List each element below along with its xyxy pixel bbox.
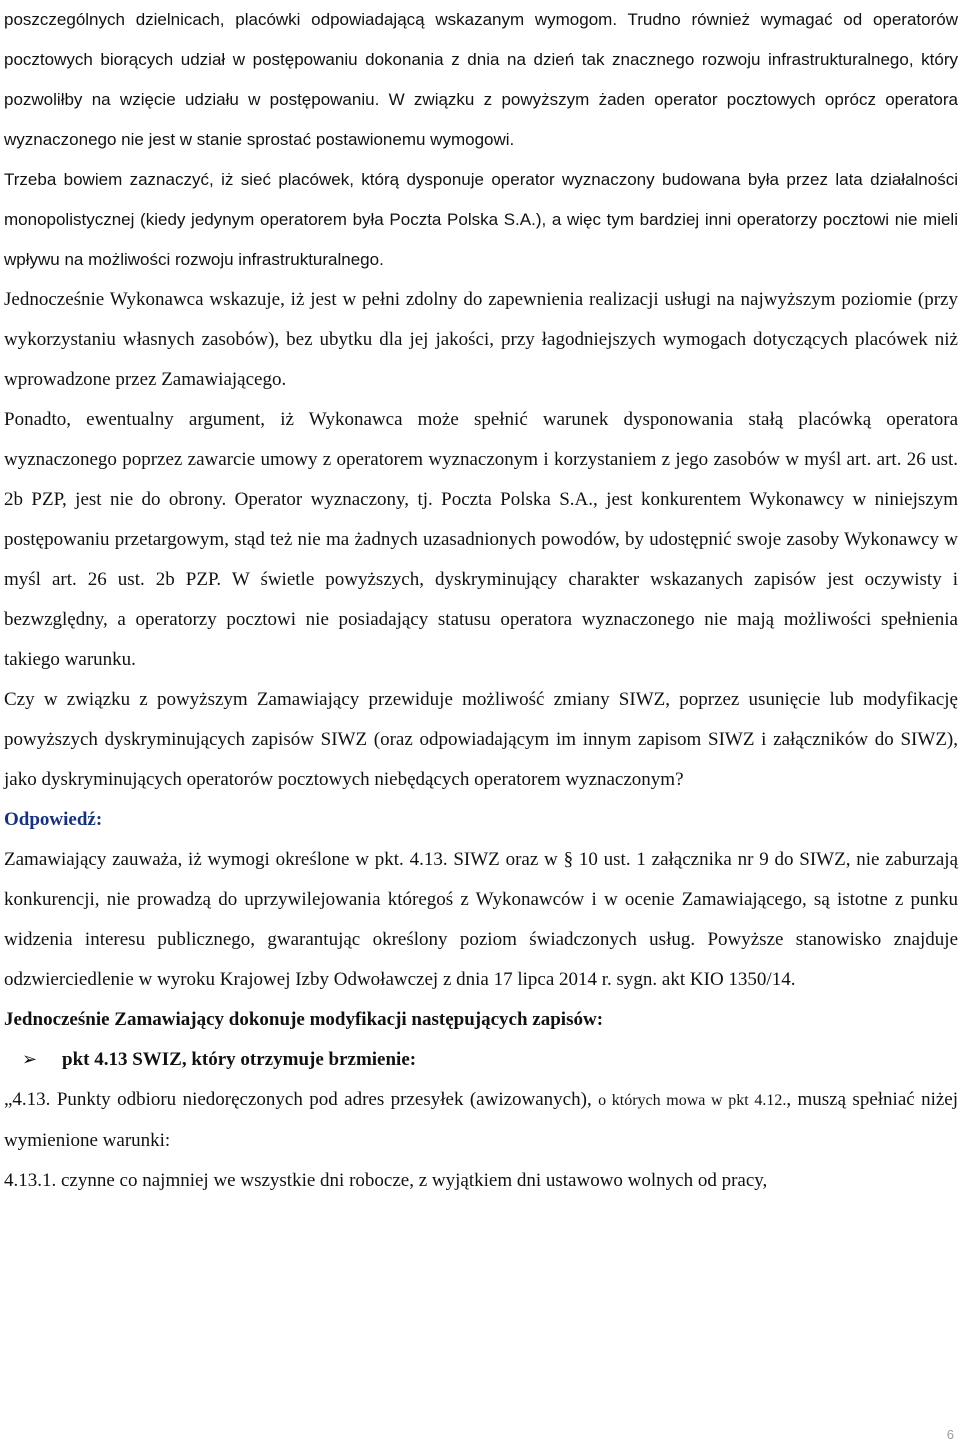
paragraph-question: Czy w związku z powyższym Zamawiający przewiduje możliwość zmiany SIWZ, poprzez usunięcie lub modyfikację powyższych dyskryminujących zapisów SIWZ (oraz odpowiadającym im innym zapisom SIWZ i załączników do SIWZ), jako dyskryminujących operatorów pocztowych niebędących operatorem wyznaczonym? <box>4 689 958 790</box>
bullet-label: pkt 4.13 SWIZ, który otrzymuje brzmienie: <box>62 1049 417 1070</box>
paragraph-contractor-capacity: Jednocześnie Wykonawca wskazuje, iż jest w pełni zdolny do zapewnienia realizacji usługi na najwyższym poziomie (przy wykorzystaniu własnych zasobów), bez ubytku dla jej jakości, przy łagodniejszych wymogach dotyczących placówek niż wprowadzone przez Zamawiającego. <box>4 289 958 390</box>
document-page <box>4 0 958 1201</box>
paragraph-art-26: Ponadto, ewentualny argument, iż Wykonawca może spełnić warunek dysponowania stałą placówką operatora wyznaczonego poprzez zawarcie umowy z operatorem wyznaczonym i korzystaniem z jego zasobów w myśl art. art. 26 ust. 2b PZP, jest nie do obrony. Operator wyznaczony, tj. Poczta Polska S.A., jest konkurentem Wykonawcy w niniejszym postępowaniu przetargowym, stąd też nie ma żadnych uzasadnionych powodów, by udostępnić swoje zasoby Wykonawcy w myśl art. 26 ust. 2b PZP. W świetle powyższych, dyskryminujący charakter wskazanych zapisów jest oczywisty i bezwzględny, a operatorzy pocztowi nie posiadający statusu operatora wyznaczonego nie mają możliwości spełnienia takiego warunku. <box>4 409 958 670</box>
modification-heading: Jednocześnie Zamawiający dokonuje modyfikacji następujących zapisów: <box>4 1009 604 1030</box>
section-sign: § <box>563 849 574 870</box>
bullet-item <box>4 1040 958 1080</box>
answer-text-start: Zamawiający zauważa, iż wymogi określone w pkt. 4.13. SIWZ oraz w <box>4 849 564 870</box>
page-number: 6 <box>946 1427 954 1442</box>
paragraph-answer <box>4 840 958 1000</box>
arrowhead-bullet-icon: ➢ <box>22 1049 38 1070</box>
quote-reference: o których mowa w pkt 4.12. <box>598 1092 787 1109</box>
answer-heading: Odpowiedź: <box>4 809 103 830</box>
quote-4-13-1: 4.13.1. czynne co najmniej we wszystkie dni robocze, z wyjątkiem dni ustawowo wolnych od pracy, <box>4 1170 768 1191</box>
quote-4-13 <box>4 1080 958 1161</box>
answer-text-end: 10 ust. 1 załącznika nr 9 do SIWZ, nie zaburzają konkurencji, nie prowadzą do uprzywilejowania któregoś z Wykonawców i w ocenie Zamawiającego, są istotne z punku widzenia interesu publicznego, gwarantując określony poziom świadczonych usług. Powyższe stanowisko znajduje odzwierciedlenie w wyroku Krajowej Izby Odwoławczej z dnia 17 lipca 2014 r. sygn. akt KIO 1350/14. <box>4 849 959 990</box>
paragraph-infrastructure: poszczególnych dzielnicach, placówki odpowiadającą wskazanym wymogom. Trudno również wymagać od operatorów pocztowych biorących udział w postępowaniu dokonania z dnia na dzień tak znacznego rozwoju infrastrukturalnego, który pozwoliłby na wzięcie udziału w postępowaniu. W związku z powyższym żaden operator pocztowych oprócz operatora wyznaczonego nie jest w stanie sprostać postawionemu wymogowi. <box>4 10 958 149</box>
quote-end: , muszą spełniać niżej wymienione warunki: <box>4 1089 959 1151</box>
paragraph-monopoly: Trzeba bowiem zaznaczyć, iż sieć placówek, którą dysponuje operator wyznaczony budowana była przez lata działalności monopolistycznej (kiedy jedynym operatorem była Poczta Polska S.A.), a więc tym bardziej inni operatorzy pocztowi nie mieli wpływu na możliwości rozwoju infrastrukturalnego. <box>4 170 958 269</box>
quote-start: „4.13. Punkty odbioru niedoręczonych pod adres przesyłek (awizowanych), <box>4 1089 599 1110</box>
